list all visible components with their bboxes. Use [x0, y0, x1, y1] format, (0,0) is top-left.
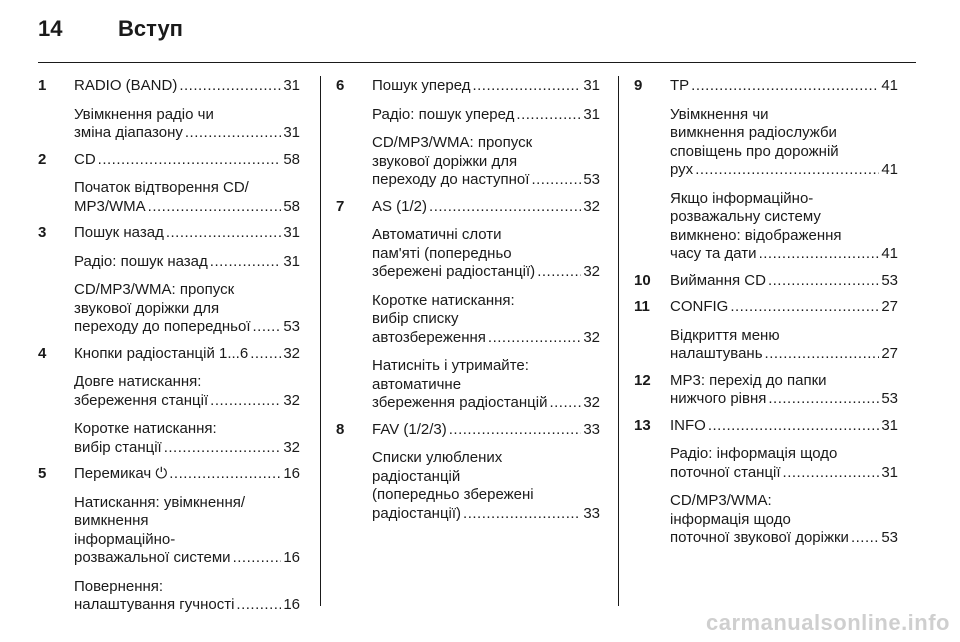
legend-item — [336, 198, 600, 413]
dot-leader — [768, 390, 879, 409]
entry-text: Увімкнення чи — [670, 105, 769, 123]
item-number: 13 — [634, 416, 651, 434]
page-ref: 33 — [583, 504, 600, 522]
entry-text: Радіо: пошук назад — [74, 252, 208, 270]
entry-text: Кнопки радіостанцій 1...6 — [74, 344, 249, 362]
entry-text: TP — [670, 77, 690, 94]
dot-leader — [236, 596, 281, 615]
entry-text: автоматичне — [372, 375, 462, 393]
entry-text: налаштування гучності — [74, 596, 235, 613]
toc-line — [372, 263, 600, 282]
sub-entry — [670, 190, 898, 264]
entry-text: Увімкнення радіо чи — [74, 105, 214, 123]
entry-text: вибір станції — [74, 438, 162, 456]
toc-line — [670, 161, 898, 180]
column-divider — [618, 76, 619, 606]
legend-item — [38, 345, 300, 458]
entry-text: Початок відтворення CD/ — [74, 179, 249, 196]
page-ref: 32 — [583, 328, 600, 346]
page-ref: 16 — [283, 596, 300, 613]
page-ref: 33 — [583, 420, 600, 438]
entry-text: вибір списку — [372, 310, 459, 327]
toc-line — [372, 505, 600, 524]
dot-leader — [449, 421, 582, 440]
toc-line — [74, 596, 300, 615]
item-number: 11 — [634, 298, 650, 315]
item-number: 7 — [336, 197, 345, 215]
legend-column-1 — [38, 77, 300, 623]
item-number: 10 — [634, 271, 651, 289]
toc-line — [670, 464, 898, 483]
entry-text: вимкнення радіослужби — [670, 124, 837, 141]
header-rule — [38, 62, 916, 63]
entry-text: CD/MP3/WMA: — [670, 492, 772, 509]
entry-text: Натискання: увімкнення/ — [74, 493, 246, 511]
legend-column-2 — [336, 77, 600, 531]
page-ref: 41 — [881, 245, 898, 262]
entry-text: INFO — [670, 416, 706, 434]
page-ref: 16 — [283, 549, 300, 566]
page-ref: 31 — [283, 224, 300, 241]
entry-text: Автоматичні слоти — [372, 226, 502, 243]
page-ref: 41 — [881, 77, 898, 94]
entry-text: розважальної системи — [74, 549, 231, 566]
page-ref: 27 — [881, 345, 898, 362]
entry-text: Відкриття меню — [670, 326, 780, 344]
entry-text: вимкнення — [74, 512, 149, 529]
legend-item — [38, 465, 300, 615]
sub-entry — [372, 357, 600, 413]
sub-entry — [74, 253, 300, 272]
page-ref: 32 — [283, 438, 300, 456]
dot-leader — [759, 245, 880, 264]
page-ref: 53 — [881, 390, 898, 407]
entry-text: радіостанцій — [372, 467, 461, 485]
page-ref: 32 — [283, 391, 300, 409]
page-ref: 58 — [283, 197, 300, 215]
toc-line — [372, 77, 600, 96]
entry-text: розважальну систему — [670, 208, 821, 225]
item-number: 12 — [634, 371, 651, 389]
entry-text: CONFIG — [670, 298, 729, 315]
entry-text: інформація щодо — [670, 510, 791, 528]
toc-line — [74, 549, 300, 568]
sub-entry — [372, 292, 600, 348]
toc-line — [670, 245, 898, 264]
dot-leader — [516, 106, 581, 125]
page-ref: 31 — [283, 77, 300, 94]
sub-entry — [670, 106, 898, 180]
page-ref: 31 — [583, 105, 600, 123]
sub-entry — [372, 226, 600, 282]
page-ref: 53 — [583, 171, 600, 188]
toc-line — [74, 465, 300, 484]
sub-entry — [74, 494, 300, 568]
item-number: 4 — [38, 344, 47, 362]
entry-text: AS (1/2) — [372, 197, 428, 215]
watermark: carmanualsonline.info — [706, 610, 950, 635]
dot-leader — [691, 77, 879, 96]
sub-entry — [74, 281, 300, 337]
entry-text: FAV (1/2/3) — [372, 420, 447, 438]
dot-leader — [765, 345, 880, 364]
sub-entry — [670, 327, 898, 364]
entry-text: Якщо інформаційно- — [670, 189, 814, 207]
dot-leader — [472, 77, 581, 96]
sub-entry — [670, 492, 898, 548]
entry-text: CD/MP3/WMA: пропуск — [74, 281, 235, 298]
toc-line — [372, 171, 600, 190]
dot-leader — [253, 318, 282, 337]
toc-line — [74, 318, 300, 337]
dot-leader — [695, 161, 879, 180]
sub-entry — [372, 449, 600, 523]
toc-line — [372, 394, 600, 413]
entry-text: Повернення: — [74, 577, 164, 595]
entry-text: переходу до попередньої — [74, 318, 251, 335]
legend-item — [634, 298, 898, 364]
page-ref: 32 — [583, 263, 600, 280]
entry-text: автозбереження — [372, 328, 486, 346]
entry-text: RADIO (BAND) — [74, 77, 178, 94]
toc-line — [74, 392, 300, 411]
dot-leader — [210, 253, 282, 272]
page-ref: 31 — [283, 124, 300, 141]
entry-text: часу та дати — [670, 245, 757, 262]
page-ref: 27 — [881, 298, 898, 315]
sub-entry — [74, 578, 300, 615]
toc-line — [74, 439, 300, 458]
legend-item — [634, 77, 898, 264]
page-number: 14 — [38, 16, 63, 41]
dot-leader — [783, 464, 880, 483]
legend-item — [634, 417, 898, 548]
entry-text: Пошук уперед — [372, 77, 471, 94]
page-ref: 31 — [583, 77, 600, 94]
dot-leader — [851, 529, 879, 548]
dot-leader — [233, 549, 282, 568]
toc-line — [670, 417, 898, 436]
toc-line — [670, 77, 898, 96]
dot-leader — [148, 198, 282, 217]
entry-text: радіостанції) — [372, 504, 462, 522]
toc-line — [74, 198, 300, 217]
entry-text: Виймання CD — [670, 271, 766, 289]
dot-leader — [531, 171, 581, 190]
entry-text: сповіщень про дорожній — [670, 142, 839, 160]
toc-line — [372, 106, 600, 125]
entry-text: MP3/WMA — [74, 197, 146, 215]
page-ref: 31 — [881, 416, 898, 434]
page-ref: 53 — [881, 271, 898, 289]
entry-text: нижчого рівня — [670, 390, 767, 407]
entry-text: (попередньо збережені — [372, 486, 534, 503]
entry-text: CD — [74, 150, 96, 168]
entry-text: поточної звукової доріжки — [670, 529, 849, 546]
entry-text: інформаційно- — [74, 530, 176, 548]
sub-entry — [74, 106, 300, 143]
entry-text: налаштувань — [670, 345, 763, 362]
entry-text: пам'яті (попередньо — [372, 244, 512, 262]
item-number: 5 — [38, 465, 47, 482]
entry-text: Пошук назад — [74, 224, 164, 241]
legend-item — [634, 372, 898, 409]
page-ref: 53 — [881, 529, 898, 546]
item-number: 3 — [38, 224, 47, 241]
sub-entry — [74, 420, 300, 457]
entry-text: збереження радіостанцій — [372, 394, 548, 411]
column-divider — [320, 76, 321, 606]
entry-text: звукової доріжки для — [74, 299, 220, 317]
dot-leader — [768, 272, 879, 291]
page-ref: 31 — [881, 463, 898, 481]
entry-text: Довге натискання: — [74, 373, 202, 390]
page-ref: 53 — [283, 318, 300, 335]
entry-text: вимкнено: відображення — [670, 226, 842, 244]
page-ref: 41 — [881, 161, 898, 178]
dot-leader — [210, 392, 281, 411]
page-header — [0, 0, 960, 64]
entry-text: переходу до наступної — [372, 171, 530, 188]
page-ref: 31 — [283, 252, 300, 270]
entry-text: Радіо: інформація щодо — [670, 445, 838, 462]
item-number: 1 — [38, 77, 47, 94]
entry-text: зміна діапазону — [74, 124, 183, 141]
entry-text: Перемикач ⏻ — [74, 465, 168, 482]
toc-line — [74, 345, 300, 364]
toc-line — [74, 124, 300, 143]
toc-line — [372, 421, 600, 440]
legend-item — [38, 224, 300, 337]
sub-entry — [372, 106, 600, 125]
toc-line — [670, 390, 898, 409]
toc-line — [670, 345, 898, 364]
entry-text: рух — [670, 161, 694, 178]
dot-leader — [169, 465, 281, 484]
sub-entry — [74, 179, 300, 216]
dot-leader — [164, 439, 282, 458]
toc-line — [74, 224, 300, 243]
page-ref: 16 — [283, 465, 300, 482]
entry-text: Списки улюблених — [372, 449, 503, 466]
sub-entry — [74, 373, 300, 410]
entry-text: поточної станції — [670, 463, 781, 481]
entry-text: Коротке натискання: — [74, 420, 217, 437]
toc-line — [670, 529, 898, 548]
toc-line — [670, 272, 898, 291]
dot-leader — [488, 329, 581, 348]
legend-item — [38, 77, 300, 143]
sub-entry — [670, 445, 898, 482]
toc-line — [372, 329, 600, 348]
entry-text: Натисніть і утримайте: — [372, 357, 529, 374]
item-number: 2 — [38, 150, 47, 168]
toc-line — [670, 298, 898, 317]
entry-text: CD/MP3/WMA: пропуск — [372, 134, 533, 151]
legend-item — [336, 77, 600, 190]
entry-text: збереження станції — [74, 391, 209, 409]
item-number: 6 — [336, 77, 345, 94]
item-number: 8 — [336, 420, 345, 438]
dot-leader — [250, 345, 281, 364]
dot-leader — [708, 417, 879, 436]
toc-line — [372, 198, 600, 217]
dot-leader — [185, 124, 281, 143]
dot-leader — [179, 77, 281, 96]
toc-line — [74, 253, 300, 272]
page-ref: 32 — [583, 394, 600, 411]
dot-leader — [166, 224, 281, 243]
entry-text: MP3: перехід до папки — [670, 371, 827, 389]
legend-item — [336, 421, 600, 524]
dot-leader — [429, 198, 581, 217]
toc-line — [74, 151, 300, 170]
toc-line — [74, 77, 300, 96]
legend-item — [634, 272, 898, 291]
page-ref: 32 — [583, 197, 600, 215]
page-title: Вступ — [118, 16, 183, 41]
entry-text: збережені радіостанції) — [372, 263, 536, 280]
page-ref: 58 — [283, 150, 300, 168]
legend-item — [38, 151, 300, 217]
dot-leader — [730, 298, 879, 317]
entry-text: Радіо: пошук уперед — [372, 105, 515, 123]
dot-leader — [549, 394, 581, 413]
sub-entry — [372, 134, 600, 190]
item-number: 9 — [634, 77, 643, 94]
page-ref: 32 — [283, 344, 300, 362]
dot-leader — [537, 263, 581, 282]
entry-text: Коротке натискання: — [372, 291, 515, 309]
dot-leader — [463, 505, 581, 524]
entry-text: звукової доріжки для — [372, 152, 518, 170]
legend-column-3 — [634, 77, 898, 556]
dot-leader — [98, 151, 282, 170]
